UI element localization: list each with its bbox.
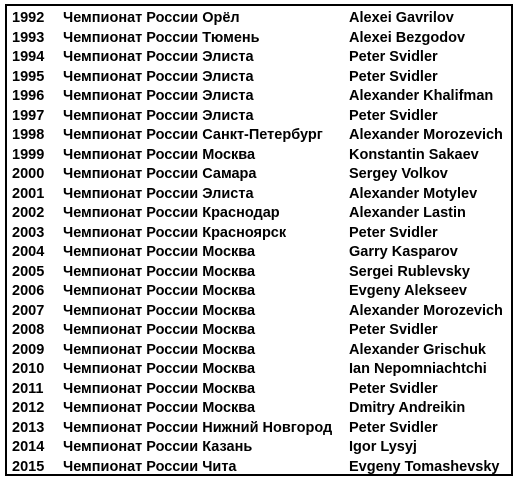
table-row [7,302,511,322]
winner-cell: Peter Svidler [349,380,438,397]
table-row [7,399,511,419]
table-row [7,224,511,244]
event-cell: Чемпионат России Самара [63,166,257,182]
table-row [7,29,511,49]
event-cell: Чемпионат России Элиста [63,68,254,85]
event-cell: Чемпионат России Москва [63,361,256,377]
event-cell: Чемпионат России Тюмень [63,29,260,46]
event-cell: Чемпионат России Элиста [63,49,254,65]
event-cell: Чемпионат России Москва [63,302,256,319]
event-cell: Чемпионат России Нижний Новгород [63,419,333,436]
table-row [7,126,511,146]
table-row [7,341,511,361]
event-cell: Чемпионат России Чита [63,458,237,475]
table-row [7,458,511,478]
year-cell: 1993 [12,29,45,46]
winner-cell: Evgeny Alekseev [349,283,467,299]
winner-cell: Konstantin Sakaev [349,146,479,163]
winner-cell: Peter Svidler [349,224,438,241]
year-cell: 1995 [12,68,45,85]
year-cell: 2011 [12,380,44,397]
table-row [7,204,511,224]
winner-cell: Ian Nepomniachtchi [349,361,487,377]
winner-cell: Igor Lysyj [349,439,417,455]
table-row [7,48,511,68]
year-cell: 1996 [12,88,45,104]
winner-cell: Alexander Lastin [349,205,466,221]
table-row [7,282,511,302]
event-cell: Чемпионат России Москва [63,146,256,163]
year-cell: 1998 [12,127,45,143]
year-cell: 1992 [12,10,45,26]
table-row [7,243,511,263]
event-cell: Чемпионат России Москва [63,263,256,280]
table-row [7,380,511,400]
year-cell: 1997 [12,107,45,124]
table-row [7,9,511,29]
event-cell: Чемпионат России Москва [63,244,256,260]
winner-cell: Peter Svidler [349,49,438,65]
event-cell: Чемпионат России Санкт-Петербург [63,127,323,143]
table-row [7,87,511,107]
winner-cell: Peter Svidler [349,107,438,124]
table-row [7,165,511,185]
table-row [7,185,511,205]
year-cell: 2003 [12,224,45,241]
winner-cell: Sergey Volkov [349,166,448,182]
table-row [7,419,511,439]
year-cell: 2000 [12,166,45,182]
winner-cell: Sergei Rublevsky [349,263,470,280]
table-row [7,360,511,380]
winner-cell: Peter Svidler [349,419,438,436]
winner-cell: Alexander Khalifman [349,88,494,104]
table-row [7,146,511,166]
winner-cell: Alexander Morozevich [349,302,503,319]
winner-cell: Evgeny Tomashevsky [349,458,500,475]
table-row [7,68,511,88]
event-cell: Чемпионат России Москва [63,283,256,299]
winner-cell: Peter Svidler [349,322,438,338]
event-cell: Чемпионат России Москва [63,341,256,358]
year-cell: 2009 [12,341,45,358]
event-cell: Чемпионат России Элиста [63,88,254,104]
event-cell: Чемпионат России Элиста [63,185,254,202]
year-cell: 1994 [12,49,45,65]
event-cell: Чемпионат России Москва [63,380,256,397]
year-cell: 2010 [12,361,45,377]
event-cell: Чемпионат России Москва [63,322,256,338]
table-row [7,107,511,127]
event-cell: Чемпионат России Орёл [63,10,240,26]
table-row [7,438,511,458]
year-cell: 2002 [12,205,45,221]
championship-table [5,4,513,476]
year-cell: 2013 [12,419,45,436]
event-cell: Чемпионат России Краснодар [63,205,280,221]
winner-cell: Garry Kasparov [349,244,458,260]
year-cell: 2012 [12,400,45,416]
table-row [7,321,511,341]
winner-cell: Alexei Gavrilov [349,10,454,26]
year-cell: 2004 [12,244,45,260]
winner-cell: Alexander Motylev [349,185,478,202]
year-cell: 2015 [12,458,45,475]
winner-cell: Alexander Grischuk [349,341,486,358]
year-cell: 2007 [12,302,45,319]
event-cell: Чемпионат России Красноярск [63,224,287,241]
winner-cell: Alexander Morozevich [349,127,503,143]
event-cell: Чемпионат России Москва [63,400,256,416]
year-cell: 2006 [12,283,45,299]
event-cell: Чемпионат России Элиста [63,107,254,124]
table-row [7,263,511,283]
winner-cell: Alexei Bezgodov [349,29,466,46]
year-cell: 2001 [12,185,45,202]
year-cell: 2014 [12,439,45,455]
championship-rows [7,9,511,477]
winner-cell: Peter Svidler [349,68,438,85]
year-cell: 2005 [12,263,45,280]
year-cell: 1999 [12,146,45,163]
event-cell: Чемпионат России Казань [63,439,253,455]
winner-cell: Dmitry Andreikin [349,400,466,416]
year-cell: 2008 [12,322,45,338]
